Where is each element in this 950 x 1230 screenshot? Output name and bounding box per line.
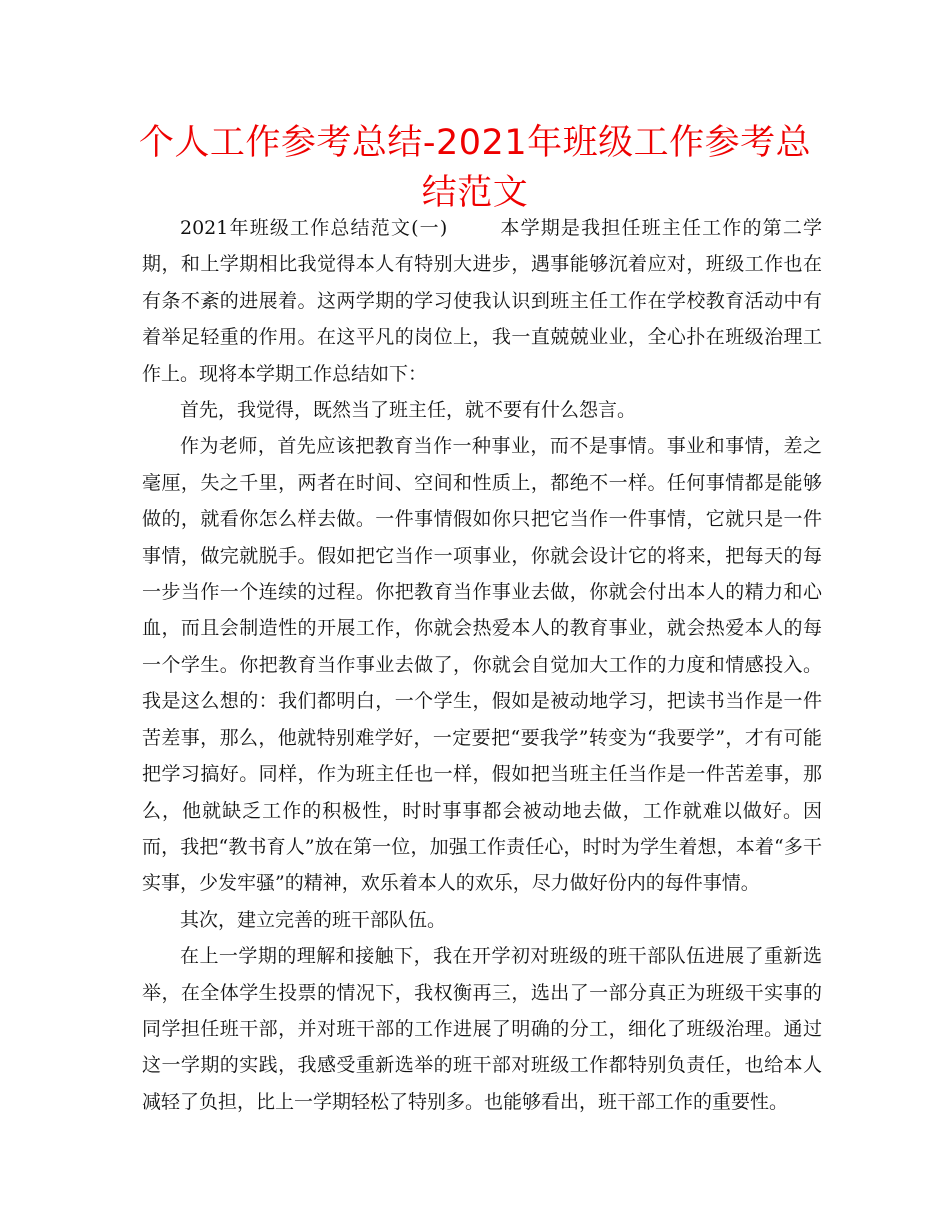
paragraph-teacher-attitude: 作为老师，首先应该把教育当作一种事业，而不是事情。事业和事情，差之毫厘，失之千里，两者在时间、空间和性质上，都绝不一样。任何事情都是能够做的，就看你怎么样去做。一件事情假如你只把它当作一件事情，它就只是一件事情，做完就脱手。假如把它当作一项事业，你就会设计它的将来，把每天的每一步当作一个连续的过程。你把教育当作事业去做，你就会付出本人的精力和心血，而且会制造性的开展工作，你就会热爱本人的教育事业，就会热爱本人的每一个学生。你把教育当作事业去做了，你就会自觉加大工作的力度和情感投入。我是这么想的：我们都明白，一个学生，假如是被动地学习，把读书当作是一件苦差事，那么，他就特别难学好，一定要把“要我学”转变为“我要学”，才有可能把学习搞好。同样，作为班主任也一样，假如把当班主任当作是一件苦差事，那么，他就缺乏工作的积极性，时时事事都会被动地去做，工作就难以做好。因而，我把“教书育人”放在第一位，加强工作责任心，时时为学生着想，本着“多干实事，少发牢骚”的精神，欢乐着本人的欢乐，尽力做好份内的每件事情。 — [142, 435, 822, 895]
paragraph-lead: 2021年班级工作总结范文(一) — [180, 217, 448, 239]
paragraph-intro — [142, 210, 822, 392]
paragraph-class-cadres: 在上一学期的理解和接触下，我在开学初对班级的班干部队伍进展了重新选举，在全体学生投票的情况下，我权衡再三，选出了一部分真正为班级干实事的同学担任班干部，并对班干部的工作进展了明确的分工，细化了班级治理。通过这一学期的实践，我感受重新选举的班干部对班级工作都特别负责任，也给本人减轻了负担，比上一学期轻松了特别多。也能够看出，班干部工作的重要性。 — [142, 945, 822, 1113]
document-body — [142, 210, 822, 1120]
paragraph-first-point: 首先，我觉得，既然当了班主任，就不要有什么怨言。 — [180, 399, 637, 422]
paragraph-text: 本学期是我担任班主任工作的第二学期，和上学期相比我觉得本人有特别大进步，遇事能够沉着应对，班级工作也在有条不紊的进展着。这两学期的学习使我认识到班主任工作在学校教育活动中有着举足轻重的作用。在这平凡的岗位上，我一直兢兢业业，全心扑在班级治理工作上。现将本学期工作总结如下： — [142, 217, 822, 385]
document-title: 个人工作参考总结-2021年班级工作参考总结范文 — [138, 123, 812, 213]
paragraph-second-point: 其次，建立完善的班干部队伍。 — [180, 908, 447, 931]
